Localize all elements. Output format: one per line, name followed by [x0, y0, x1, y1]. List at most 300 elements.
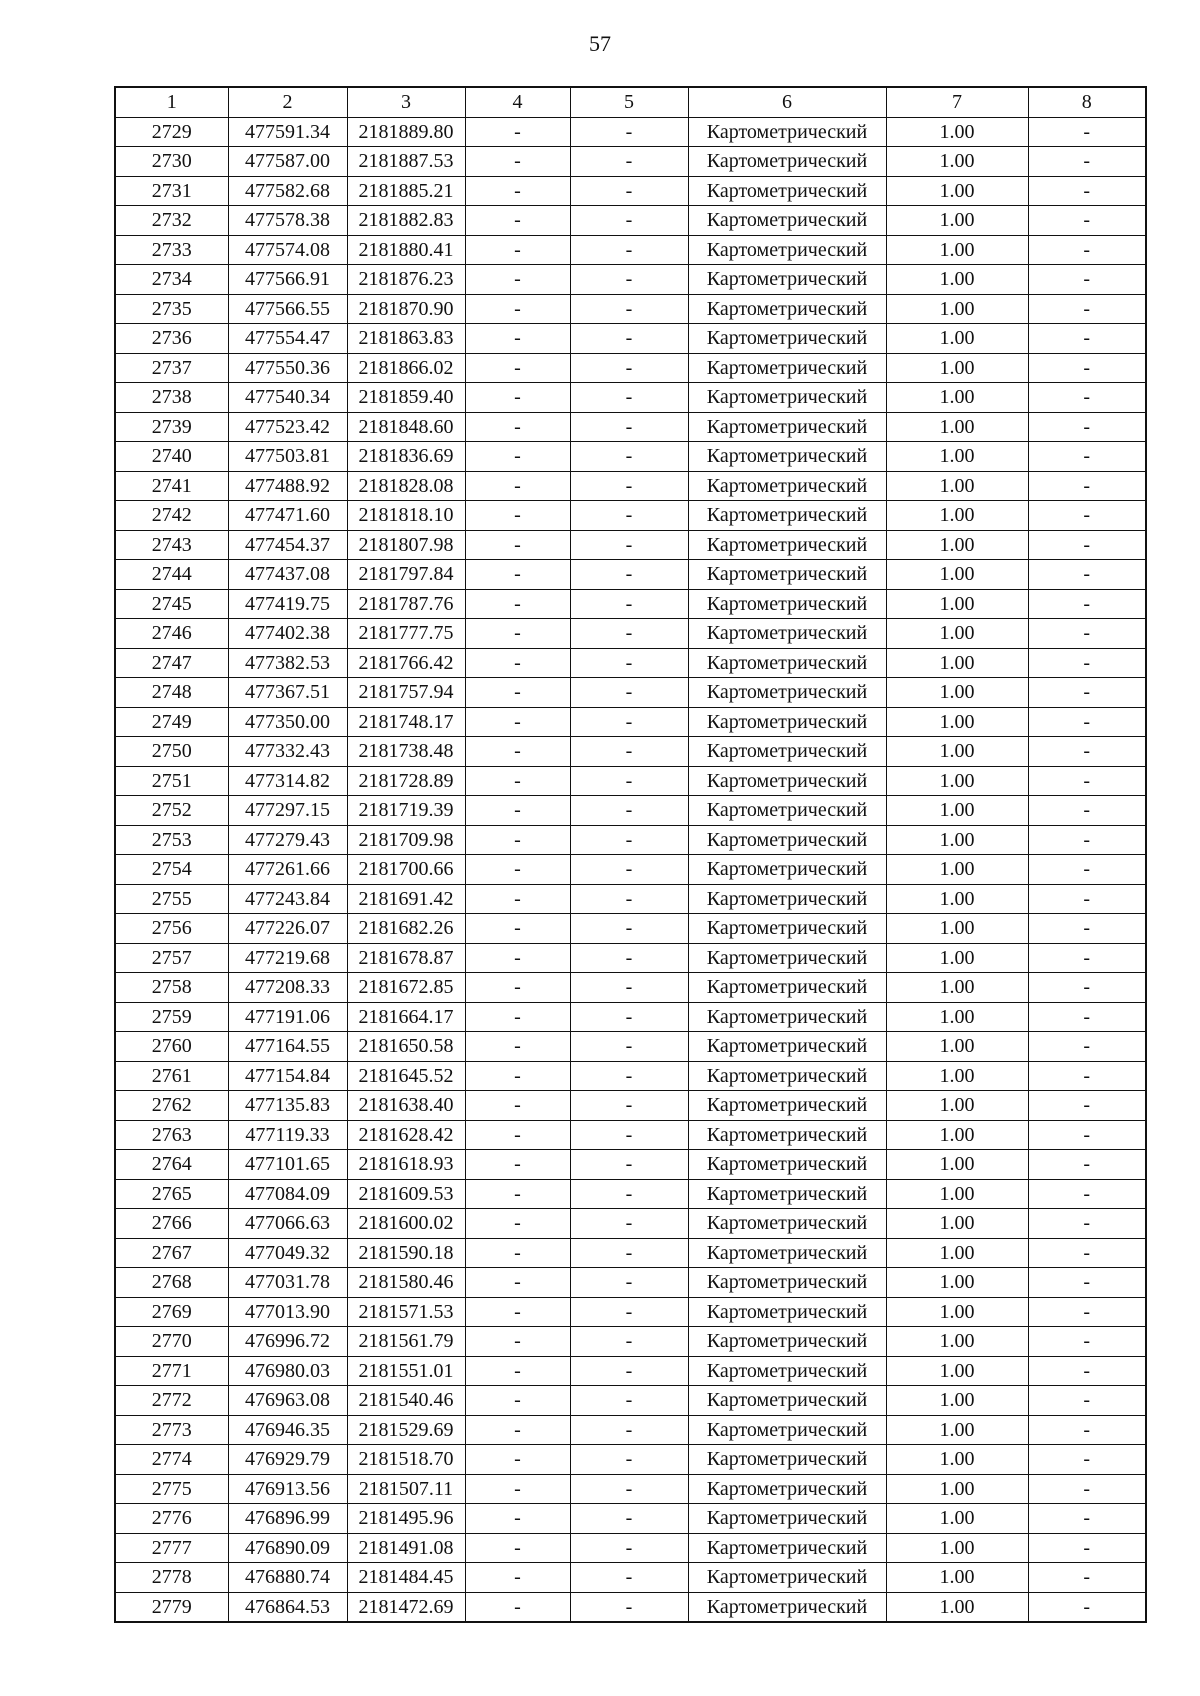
x-coordinate-cell: 476913.56 [228, 1474, 347, 1504]
point-number-cell: 2759 [115, 1002, 228, 1032]
y-coordinate-cell: 2181618.93 [347, 1150, 465, 1180]
col5-cell: - [570, 1120, 688, 1150]
col5-cell: - [570, 1061, 688, 1091]
col5-cell: - [570, 324, 688, 354]
x-coordinate-cell: 477523.42 [228, 412, 347, 442]
table-row [115, 1474, 1146, 1504]
method-cell: Картометрический [688, 648, 886, 678]
col8-cell: - [1028, 294, 1146, 324]
accuracy-cell: 1.00 [886, 471, 1028, 501]
accuracy-cell: 1.00 [886, 648, 1028, 678]
method-cell: Картометрический [688, 383, 886, 413]
col4-cell: - [465, 589, 570, 619]
point-number-cell: 2775 [115, 1474, 228, 1504]
table-row [115, 206, 1146, 236]
col5-cell: - [570, 1150, 688, 1180]
y-coordinate-cell: 2181580.46 [347, 1268, 465, 1298]
y-coordinate-cell: 2181682.26 [347, 914, 465, 944]
method-cell: Картометрический [688, 1474, 886, 1504]
y-coordinate-cell: 2181507.11 [347, 1474, 465, 1504]
col5-cell: - [570, 1563, 688, 1593]
col8-cell: - [1028, 796, 1146, 826]
point-number-cell: 2740 [115, 442, 228, 472]
col5-cell: - [570, 1474, 688, 1504]
x-coordinate-cell: 477191.06 [228, 1002, 347, 1032]
y-coordinate-cell: 2181876.23 [347, 265, 465, 295]
y-coordinate-cell: 2181870.90 [347, 294, 465, 324]
table-row [115, 176, 1146, 206]
col4-cell: - [465, 147, 570, 177]
col4-cell: - [465, 648, 570, 678]
accuracy-cell: 1.00 [886, 1238, 1028, 1268]
table-row [115, 1150, 1146, 1180]
method-cell: Картометрический [688, 766, 886, 796]
x-coordinate-cell: 477402.38 [228, 619, 347, 649]
col5-cell: - [570, 1445, 688, 1475]
y-coordinate-cell: 2181495.96 [347, 1504, 465, 1534]
y-coordinate-cell: 2181777.75 [347, 619, 465, 649]
point-number-cell: 2749 [115, 707, 228, 737]
table-row [115, 678, 1146, 708]
method-cell: Картометрический [688, 206, 886, 236]
y-coordinate-cell: 2181551.01 [347, 1356, 465, 1386]
col4-cell: - [465, 1592, 570, 1622]
table-row [115, 1563, 1146, 1593]
x-coordinate-cell: 477119.33 [228, 1120, 347, 1150]
method-cell: Картометрический [688, 1297, 886, 1327]
col8-cell: - [1028, 1032, 1146, 1062]
col4-cell: - [465, 412, 570, 442]
col4-cell: - [465, 1386, 570, 1416]
point-number-cell: 2760 [115, 1032, 228, 1062]
y-coordinate-cell: 2181672.85 [347, 973, 465, 1003]
accuracy-cell: 1.00 [886, 1061, 1028, 1091]
col8-cell: - [1028, 1474, 1146, 1504]
col8-cell: - [1028, 1120, 1146, 1150]
accuracy-cell: 1.00 [886, 560, 1028, 590]
x-coordinate-cell: 477566.91 [228, 265, 347, 295]
col5-cell: - [570, 1002, 688, 1032]
col4-cell: - [465, 324, 570, 354]
point-number-cell: 2747 [115, 648, 228, 678]
point-number-cell: 2772 [115, 1386, 228, 1416]
col4-cell: - [465, 471, 570, 501]
x-coordinate-cell: 477332.43 [228, 737, 347, 767]
col4-cell: - [465, 294, 570, 324]
y-coordinate-cell: 2181472.69 [347, 1592, 465, 1622]
accuracy-cell: 1.00 [886, 914, 1028, 944]
accuracy-cell: 1.00 [886, 707, 1028, 737]
method-cell: Картометрический [688, 147, 886, 177]
table-row [115, 589, 1146, 619]
col5-cell: - [570, 117, 688, 147]
col5-cell: - [570, 619, 688, 649]
point-number-cell: 2734 [115, 265, 228, 295]
x-coordinate-cell: 476963.08 [228, 1386, 347, 1416]
point-number-cell: 2732 [115, 206, 228, 236]
point-number-cell: 2731 [115, 176, 228, 206]
table-row [115, 235, 1146, 265]
col4-cell: - [465, 530, 570, 560]
col8-cell: - [1028, 1386, 1146, 1416]
col8-cell: - [1028, 383, 1146, 413]
page-number: 57 [589, 31, 611, 56]
method-cell: Картометрический [688, 914, 886, 944]
point-number-cell: 2762 [115, 1091, 228, 1121]
col5-cell: - [570, 501, 688, 531]
table-row [115, 1356, 1146, 1386]
table-row [115, 412, 1146, 442]
y-coordinate-cell: 2181748.17 [347, 707, 465, 737]
col8-cell: - [1028, 1415, 1146, 1445]
col8-cell: - [1028, 176, 1146, 206]
method-cell: Картометрический [688, 471, 886, 501]
x-coordinate-cell: 476880.74 [228, 1563, 347, 1593]
accuracy-cell: 1.00 [886, 176, 1028, 206]
table-row [115, 501, 1146, 531]
x-coordinate-cell: 477591.34 [228, 117, 347, 147]
x-coordinate-cell: 477582.68 [228, 176, 347, 206]
col8-cell: - [1028, 1297, 1146, 1327]
table-row [115, 294, 1146, 324]
table-row [115, 353, 1146, 383]
y-coordinate-cell: 2181797.84 [347, 560, 465, 590]
y-coordinate-cell: 2181887.53 [347, 147, 465, 177]
method-cell: Картометрический [688, 560, 886, 590]
x-coordinate-cell: 477382.53 [228, 648, 347, 678]
col8-cell: - [1028, 1002, 1146, 1032]
col5-cell: - [570, 914, 688, 944]
y-coordinate-cell: 2181787.76 [347, 589, 465, 619]
col5-cell: - [570, 353, 688, 383]
col8-cell: - [1028, 412, 1146, 442]
accuracy-cell: 1.00 [886, 1474, 1028, 1504]
x-coordinate-cell: 477243.84 [228, 884, 347, 914]
method-cell: Картометрический [688, 1150, 886, 1180]
col8-cell: - [1028, 1445, 1146, 1475]
y-coordinate-cell: 2181600.02 [347, 1209, 465, 1239]
x-coordinate-cell: 477503.81 [228, 442, 347, 472]
table-row [115, 1179, 1146, 1209]
point-number-cell: 2737 [115, 353, 228, 383]
x-coordinate-cell: 477578.38 [228, 206, 347, 236]
method-cell: Картометрический [688, 973, 886, 1003]
point-number-cell: 2735 [115, 294, 228, 324]
x-coordinate-cell: 476929.79 [228, 1445, 347, 1475]
method-cell: Картометрический [688, 1061, 886, 1091]
y-coordinate-cell: 2181518.70 [347, 1445, 465, 1475]
method-cell: Картометрический [688, 176, 886, 206]
accuracy-cell: 1.00 [886, 353, 1028, 383]
col8-cell: - [1028, 884, 1146, 914]
x-coordinate-cell: 476980.03 [228, 1356, 347, 1386]
x-coordinate-cell: 477219.68 [228, 943, 347, 973]
x-coordinate-cell: 477297.15 [228, 796, 347, 826]
y-coordinate-cell: 2181664.17 [347, 1002, 465, 1032]
coordinates-table [114, 86, 1147, 1623]
method-cell: Картометрический [688, 1445, 886, 1475]
point-number-cell: 2743 [115, 530, 228, 560]
x-coordinate-cell: 477154.84 [228, 1061, 347, 1091]
col5-cell: - [570, 471, 688, 501]
point-number-cell: 2767 [115, 1238, 228, 1268]
y-coordinate-cell: 2181880.41 [347, 235, 465, 265]
accuracy-cell: 1.00 [886, 766, 1028, 796]
col4-cell: - [465, 1120, 570, 1150]
col4-cell: - [465, 1445, 570, 1475]
col5-cell: - [570, 1209, 688, 1239]
method-cell: Картометрический [688, 442, 886, 472]
y-coordinate-cell: 2181561.79 [347, 1327, 465, 1357]
col8-cell: - [1028, 678, 1146, 708]
col8-cell: - [1028, 943, 1146, 973]
col4-cell: - [465, 914, 570, 944]
table-row [115, 1327, 1146, 1357]
accuracy-cell: 1.00 [886, 825, 1028, 855]
col4-cell: - [465, 442, 570, 472]
method-cell: Картометрический [688, 1209, 886, 1239]
col5-cell: - [570, 235, 688, 265]
accuracy-cell: 1.00 [886, 678, 1028, 708]
column-header: 5 [570, 87, 688, 117]
col8-cell: - [1028, 442, 1146, 472]
point-number-cell: 2744 [115, 560, 228, 590]
col8-cell: - [1028, 1592, 1146, 1622]
method-cell: Картометрический [688, 1179, 886, 1209]
table-row [115, 1297, 1146, 1327]
col8-cell: - [1028, 324, 1146, 354]
accuracy-cell: 1.00 [886, 147, 1028, 177]
col4-cell: - [465, 855, 570, 885]
y-coordinate-cell: 2181540.46 [347, 1386, 465, 1416]
y-coordinate-cell: 2181882.83 [347, 206, 465, 236]
x-coordinate-cell: 477314.82 [228, 766, 347, 796]
table-row [115, 471, 1146, 501]
col5-cell: - [570, 884, 688, 914]
table-row [115, 560, 1146, 590]
x-coordinate-cell: 477084.09 [228, 1179, 347, 1209]
col4-cell: - [465, 1150, 570, 1180]
x-coordinate-cell: 477419.75 [228, 589, 347, 619]
col4-cell: - [465, 1032, 570, 1062]
table-row [115, 737, 1146, 767]
col5-cell: - [570, 294, 688, 324]
accuracy-cell: 1.00 [886, 1150, 1028, 1180]
column-header: 1 [115, 87, 228, 117]
col8-cell: - [1028, 1179, 1146, 1209]
point-number-cell: 2755 [115, 884, 228, 914]
col4-cell: - [465, 1238, 570, 1268]
y-coordinate-cell: 2181807.98 [347, 530, 465, 560]
col4-cell: - [465, 560, 570, 590]
table-row [115, 324, 1146, 354]
y-coordinate-cell: 2181529.69 [347, 1415, 465, 1445]
method-cell: Картометрический [688, 796, 886, 826]
table-row [115, 383, 1146, 413]
col4-cell: - [465, 1209, 570, 1239]
table-row [115, 1386, 1146, 1416]
accuracy-cell: 1.00 [886, 324, 1028, 354]
col4-cell: - [465, 1415, 570, 1445]
col8-cell: - [1028, 648, 1146, 678]
x-coordinate-cell: 477049.32 [228, 1238, 347, 1268]
y-coordinate-cell: 2181828.08 [347, 471, 465, 501]
table-row [115, 530, 1146, 560]
x-coordinate-cell: 477454.37 [228, 530, 347, 560]
accuracy-cell: 1.00 [886, 1356, 1028, 1386]
table-row [115, 648, 1146, 678]
method-cell: Картометрический [688, 324, 886, 354]
y-coordinate-cell: 2181609.53 [347, 1179, 465, 1209]
y-coordinate-cell: 2181590.18 [347, 1238, 465, 1268]
col8-cell: - [1028, 1209, 1146, 1239]
col5-cell: - [570, 796, 688, 826]
y-coordinate-cell: 2181628.42 [347, 1120, 465, 1150]
y-coordinate-cell: 2181818.10 [347, 501, 465, 531]
accuracy-cell: 1.00 [886, 1533, 1028, 1563]
col4-cell: - [465, 1563, 570, 1593]
y-coordinate-cell: 2181757.94 [347, 678, 465, 708]
table-row [115, 265, 1146, 295]
point-number-cell: 2748 [115, 678, 228, 708]
point-number-cell: 2730 [115, 147, 228, 177]
point-number-cell: 2752 [115, 796, 228, 826]
col8-cell: - [1028, 1533, 1146, 1563]
method-cell: Картометрический [688, 1504, 886, 1534]
accuracy-cell: 1.00 [886, 383, 1028, 413]
col4-cell: - [465, 943, 570, 973]
x-coordinate-cell: 476896.99 [228, 1504, 347, 1534]
x-coordinate-cell: 477101.65 [228, 1150, 347, 1180]
accuracy-cell: 1.00 [886, 973, 1028, 1003]
column-header: 4 [465, 87, 570, 117]
col8-cell: - [1028, 353, 1146, 383]
col5-cell: - [570, 560, 688, 590]
table-body [115, 117, 1146, 1622]
col8-cell: - [1028, 855, 1146, 885]
col5-cell: - [570, 973, 688, 1003]
col4-cell: - [465, 619, 570, 649]
col8-cell: - [1028, 1327, 1146, 1357]
col4-cell: - [465, 117, 570, 147]
col4-cell: - [465, 1474, 570, 1504]
col5-cell: - [570, 1327, 688, 1357]
col4-cell: - [465, 1533, 570, 1563]
method-cell: Картометрический [688, 1533, 886, 1563]
col5-cell: - [570, 1415, 688, 1445]
point-number-cell: 2750 [115, 737, 228, 767]
method-cell: Картометрический [688, 855, 886, 885]
col8-cell: - [1028, 560, 1146, 590]
col4-cell: - [465, 176, 570, 206]
col8-cell: - [1028, 1061, 1146, 1091]
col5-cell: - [570, 737, 688, 767]
x-coordinate-cell: 477013.90 [228, 1297, 347, 1327]
method-cell: Картометрический [688, 1238, 886, 1268]
point-number-cell: 2771 [115, 1356, 228, 1386]
table-row [115, 973, 1146, 1003]
method-cell: Картометрический [688, 294, 886, 324]
col5-cell: - [570, 1091, 688, 1121]
table-row [115, 1209, 1146, 1239]
x-coordinate-cell: 477566.55 [228, 294, 347, 324]
col8-cell: - [1028, 1356, 1146, 1386]
method-cell: Картометрический [688, 1268, 886, 1298]
column-header: 7 [886, 87, 1028, 117]
accuracy-cell: 1.00 [886, 1415, 1028, 1445]
col8-cell: - [1028, 265, 1146, 295]
point-number-cell: 2753 [115, 825, 228, 855]
method-cell: Картометрический [688, 943, 886, 973]
col8-cell: - [1028, 1150, 1146, 1180]
point-number-cell: 2766 [115, 1209, 228, 1239]
table-row [115, 1002, 1146, 1032]
col5-cell: - [570, 1297, 688, 1327]
col8-cell: - [1028, 766, 1146, 796]
x-coordinate-cell: 476864.53 [228, 1592, 347, 1622]
point-number-cell: 2773 [115, 1415, 228, 1445]
accuracy-cell: 1.00 [886, 1120, 1028, 1150]
accuracy-cell: 1.00 [886, 1032, 1028, 1062]
method-cell: Картометрический [688, 530, 886, 560]
point-number-cell: 2758 [115, 973, 228, 1003]
x-coordinate-cell: 477135.83 [228, 1091, 347, 1121]
column-header: 3 [347, 87, 465, 117]
col4-cell: - [465, 1179, 570, 1209]
col4-cell: - [465, 383, 570, 413]
method-cell: Картометрический [688, 1592, 886, 1622]
accuracy-cell: 1.00 [886, 294, 1028, 324]
y-coordinate-cell: 2181491.08 [347, 1533, 465, 1563]
table-row [115, 1415, 1146, 1445]
point-number-cell: 2778 [115, 1563, 228, 1593]
table-row [115, 619, 1146, 649]
x-coordinate-cell: 477261.66 [228, 855, 347, 885]
table-row [115, 825, 1146, 855]
y-coordinate-cell: 2181719.39 [347, 796, 465, 826]
y-coordinate-cell: 2181738.48 [347, 737, 465, 767]
y-coordinate-cell: 2181863.83 [347, 324, 465, 354]
y-coordinate-cell: 2181885.21 [347, 176, 465, 206]
table-row [115, 1032, 1146, 1062]
point-number-cell: 2777 [115, 1533, 228, 1563]
col4-cell: - [465, 1268, 570, 1298]
method-cell: Картометрический [688, 235, 886, 265]
method-cell: Картометрический [688, 1327, 886, 1357]
col8-cell: - [1028, 471, 1146, 501]
col5-cell: - [570, 766, 688, 796]
method-cell: Картометрический [688, 1386, 886, 1416]
col5-cell: - [570, 1386, 688, 1416]
col4-cell: - [465, 1091, 570, 1121]
x-coordinate-cell: 477574.08 [228, 235, 347, 265]
col5-cell: - [570, 206, 688, 236]
point-number-cell: 2757 [115, 943, 228, 973]
accuracy-cell: 1.00 [886, 412, 1028, 442]
accuracy-cell: 1.00 [886, 943, 1028, 973]
point-number-cell: 2776 [115, 1504, 228, 1534]
x-coordinate-cell: 477554.47 [228, 324, 347, 354]
method-cell: Картометрический [688, 825, 886, 855]
col5-cell: - [570, 530, 688, 560]
x-coordinate-cell: 477164.55 [228, 1032, 347, 1062]
method-cell: Картометрический [688, 353, 886, 383]
col8-cell: - [1028, 206, 1146, 236]
method-cell: Картометрический [688, 1120, 886, 1150]
col4-cell: - [465, 353, 570, 383]
col4-cell: - [465, 737, 570, 767]
point-number-cell: 2746 [115, 619, 228, 649]
